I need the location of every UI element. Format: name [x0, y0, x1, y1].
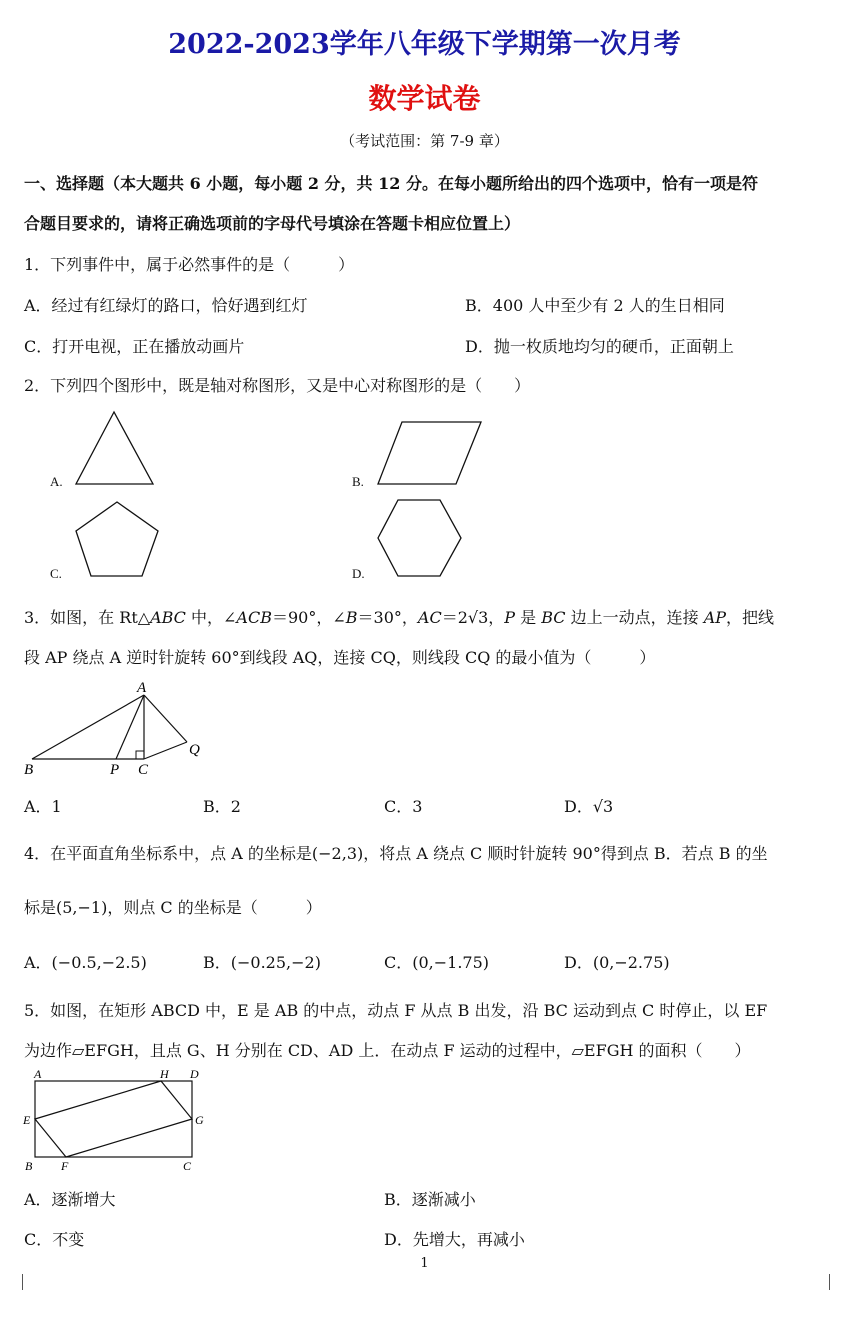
q3-option-c: C．3	[384, 797, 423, 816]
page-number: 1	[420, 1256, 429, 1271]
q5-label-a: A	[34, 1067, 42, 1081]
exam-title: 2022-2023学年八年级下学期第一次月考	[168, 29, 681, 60]
q2-label-b: B.	[352, 474, 364, 489]
q3-line1: 3．如图，在 Rt△ABC 中，∠ACB＝90°，∠B＝30°，AC＝2√3，P 是 BC 边上一动点，连接 AP，把线	[24, 608, 775, 627]
q5-label-h: H	[160, 1067, 169, 1081]
q5-label-b: B	[25, 1159, 33, 1173]
q1-option-c: C．打开电视，正在播放动画片	[24, 337, 245, 356]
q1-option-d: D．抛一枚质地均匀的硬币，正面朝上	[465, 337, 734, 356]
q5-figure	[18, 1064, 218, 1176]
q2-figures	[0, 400, 849, 590]
q4-option-d: D．(0,−2.75)	[564, 953, 670, 972]
q3-label-q: Q	[189, 742, 200, 758]
q4-line1: 4．在平面直角坐标系中，点 A 的坐标是(−2,3)，将点 A 绕点 C 顺时针旋转 90°得到点 B．若点 B 的坐	[24, 844, 768, 863]
q5-label-d: D	[190, 1067, 199, 1081]
section-heading-line2: 合题目要求的，请将正确选项前的字母代号填涂在答题卡相应位置上）	[24, 214, 521, 233]
q3-line2: 段 AP 绕点 A 逆时针旋转 60°到线段 AQ，连接 CQ，则线段 CQ 的最小值为（ ）	[24, 648, 656, 667]
q3-option-b: B．2	[203, 797, 241, 816]
q2-label-a: A.	[50, 474, 63, 489]
q1-option-a: A．经过有红绿灯的路口，恰好遇到红灯	[24, 296, 308, 315]
page-margin-mark-left	[22, 1274, 23, 1290]
q2-label-c: C.	[50, 566, 62, 581]
q5-label-e: E	[23, 1113, 31, 1127]
q3-label-a: A	[137, 680, 147, 696]
q2-stem: 2．下列四个图形中，既是轴对称图形，又是中心对称图形的是（ ）	[24, 376, 531, 395]
q3-option-a: A．1	[24, 797, 62, 816]
q4-option-a: A．(−0.5,−2.5)	[24, 953, 147, 972]
triangle-shape	[76, 412, 153, 484]
q5-line2: 为边作▱EFGH，且点 G、H 分别在 CD、AD 上．在动点 F 运动的过程中，▱EFGH 的面积（ ）	[24, 1041, 751, 1060]
page-margin-mark-right	[829, 1274, 830, 1290]
q4-option-b: B．(−0.25,−2)	[203, 953, 321, 972]
q4-line2: 标是(5,−1)，则点 C 的坐标是（ ）	[24, 898, 322, 917]
q3-label-p: P	[110, 762, 120, 778]
q5-label-f: F	[61, 1159, 69, 1173]
q2-label-d: D.	[352, 566, 365, 581]
exam-subtitle: 数学试卷	[368, 82, 481, 115]
q3-figure	[20, 678, 220, 778]
hexagon-shape	[378, 500, 461, 576]
q3-option-d: D．√3	[564, 797, 614, 816]
q4-option-c: C．(0,−1.75)	[384, 953, 490, 972]
q3-label-c: C	[138, 762, 149, 778]
parallelogram-shape	[378, 422, 481, 484]
q5-label-g: G	[195, 1113, 204, 1127]
q3-label-b: B	[24, 762, 34, 778]
q1-stem: 1．下列事件中，属于必然事件的是（ ）	[24, 255, 355, 274]
q5-label-c: C	[183, 1159, 192, 1173]
q5-option-a: A．逐渐增大	[24, 1190, 116, 1209]
section-heading-line1: 一、选择题（本大题共 6 小题，每小题 2 分，共 12 分。在每小题所给出的四个选项中，恰有一项是符	[24, 174, 758, 193]
q5-option-b: B．逐渐减小	[384, 1190, 476, 1209]
q5-line1: 5．如图，在矩形 ABCD 中，E 是 AB 的中点，动点 F 从点 B 出发，沿 BC 运动到点 C 时停止，以 EF	[24, 1001, 768, 1020]
q5-option-d: D．先增大，再减小	[384, 1230, 525, 1249]
q1-option-b: B．400 人中至少有 2 人的生日相同	[465, 296, 725, 315]
q5-option-c: C．不变	[24, 1230, 85, 1249]
exam-range: （考试范围：第 7-9 章）	[340, 132, 509, 150]
pentagon-shape	[76, 502, 158, 576]
